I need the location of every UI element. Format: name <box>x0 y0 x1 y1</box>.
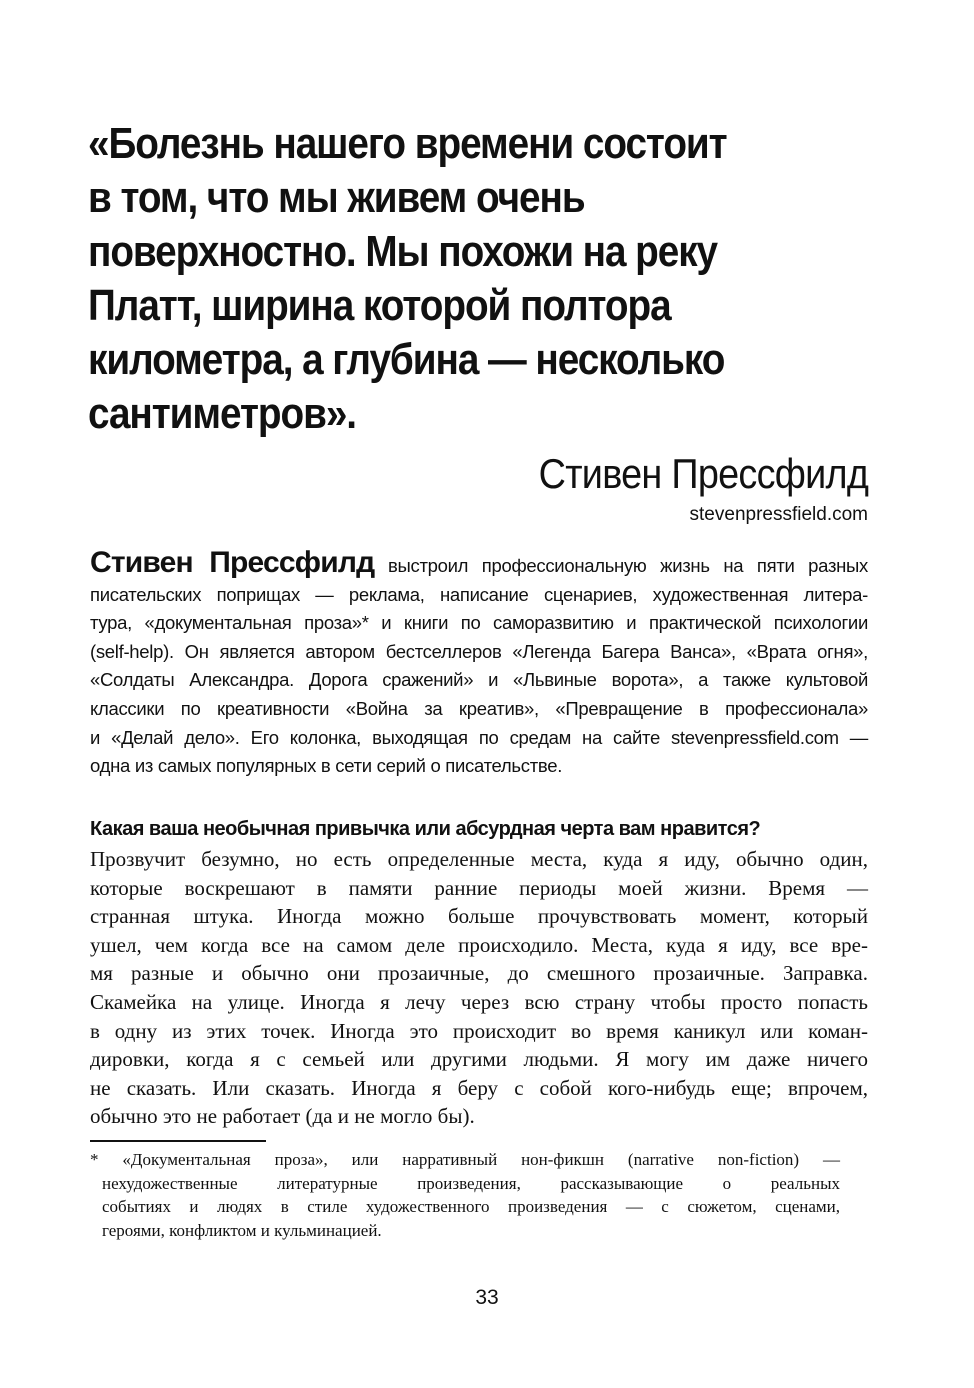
answer-line: дировки, когда я с семьей или другими людьми. Я могу им даже ничего <box>90 1047 868 1072</box>
bio-line: тура, «документальная проза»* и книги по саморазвитию и практической психологии <box>90 612 868 634</box>
answer-line: которые воскрешают в памяти ранние периоды моей жизни. Время — <box>90 875 868 900</box>
epigraph-quote <box>88 117 864 441</box>
answer-line: не сказать. Или сказать. Иногда я беру с собой кого-нибудь еще; впрочем, <box>90 1075 868 1100</box>
epigraph-line: сантиметров». <box>88 389 357 438</box>
answer-line: Прозвучит безумно, но есть определенные места, куда я иду, обычно один, <box>90 847 868 871</box>
answer-line: ушел, чем когда все на самом деле происходило. Места, куда я иду, все вре- <box>90 932 868 957</box>
bio-line: писательских поприщах — реклама, написание сценариев, художественная литера- <box>90 583 868 605</box>
epigraph-line: «Болезнь нашего времени состоит <box>88 119 727 168</box>
footnote-line: * «Документальная проза», или нарративный нон-фикшн (narrative non-fiction) — <box>90 1150 840 1169</box>
bio-line <box>90 548 868 581</box>
interview-question: Какая ваша необычная привычка или абсурдная черта вам нравится? <box>90 818 761 840</box>
footnote-line: событиях и людях в стиле художественного произведения — с сюжетом, сценами, <box>102 1197 840 1216</box>
footnote-divider <box>90 1140 266 1142</box>
bio-author-name: Стивен Прессфилд <box>90 546 375 579</box>
answer-line: мя разные и обычно они прозаичные, до смешного прозаичные. Заправка. <box>90 961 868 986</box>
footnote-line: героями, конфликтом и кульминацией. <box>102 1220 382 1240</box>
answer-line: странная штука. Иногда можно больше прочувствовать момент, который <box>90 904 868 929</box>
epigraph-author: Стивен Прессфилд <box>538 450 868 497</box>
interview-answer <box>90 845 868 1131</box>
bio-line-text: выстроил профессиональную жизнь на пяти разных <box>374 555 868 576</box>
epigraph-line: поверхностно. Мы похожи на реку <box>88 227 718 276</box>
epigraph-line: Платт, ширина которой полтора <box>88 281 671 330</box>
answer-line: Скамейка на улице. Иногда я лечу через всю страну чтобы просто попасть <box>90 989 868 1014</box>
epigraph-line: километра, а глубина — несколько <box>88 335 725 384</box>
footnote <box>90 1148 840 1242</box>
bio-line: и «Делай дело». Его колонка, выходящая по средам на сайте stevenpressfield.com — <box>90 726 868 748</box>
answer-line: в одну из этих точек. Иногда это происходит во время каникул или коман- <box>90 1018 868 1043</box>
bio-line: «Солдаты Александра. Дорога сражений» и «Львиные ворота», а также культовой <box>90 669 868 691</box>
author-bio <box>90 548 868 781</box>
bio-line: одна из самых популярных в сети серий о писательстве. <box>90 755 563 777</box>
epigraph-attribution <box>502 448 868 528</box>
epigraph-site: stevenpressfield.com <box>689 504 868 525</box>
answer-line: обычно это не работает (да и не могло бы). <box>90 1104 475 1129</box>
bio-line: классики по креативности «Война за креатив», «Превращение в профессионала» <box>90 697 868 719</box>
bio-line: (self-help). Он является автором бестселлеров «Легенда Багера Ванса», «Врата огня», <box>90 640 868 662</box>
epigraph-line: в том, что мы живем очень <box>88 173 585 222</box>
page-number: 33 <box>475 1286 499 1309</box>
footnote-line: нехудожественные литературные произведения, рассказывающие о реальных <box>102 1173 840 1193</box>
